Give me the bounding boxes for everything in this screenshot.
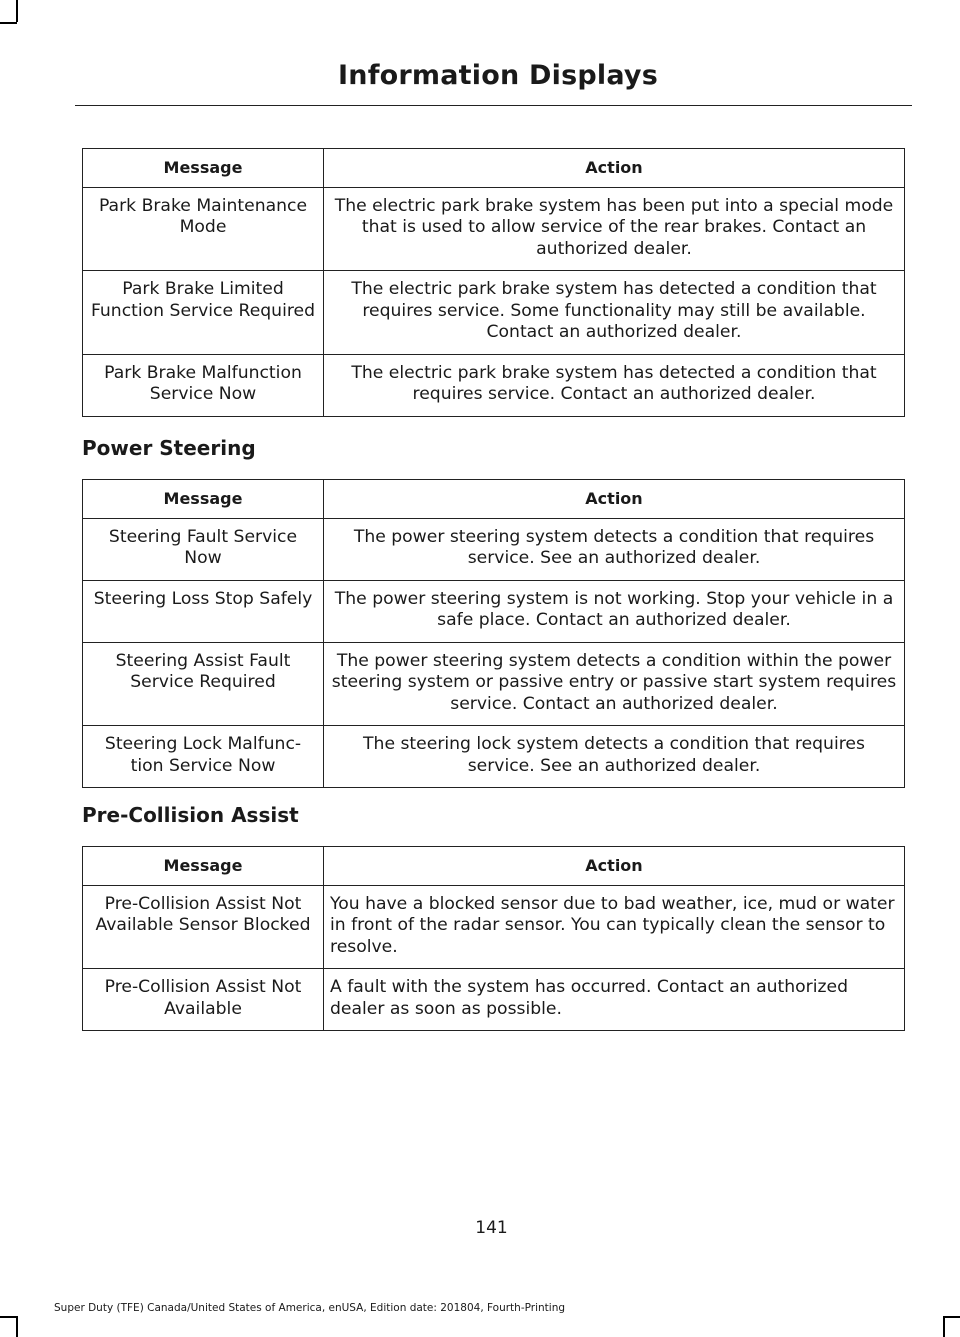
- message-cell: Pre-Collision Assist Not Available: [83, 969, 324, 1031]
- column-header-message: Message: [83, 480, 324, 519]
- title-divider: [75, 105, 912, 106]
- column-header-message: Message: [83, 847, 324, 886]
- table-row: [83, 580, 905, 642]
- pre-collision-message-table: [82, 846, 905, 1031]
- message-cell: Park Brake Maintenance Mode: [83, 187, 324, 271]
- section-heading-pre-collision-assist: Pre-Collision Assist: [82, 803, 299, 827]
- crop-mark: [16, 1316, 18, 1337]
- message-cell: Steering Assist Fault Service Required: [83, 642, 324, 726]
- table-row: [83, 726, 905, 788]
- action-cell: The electric park brake system has detected a condition that requires service. Contact an authorized dealer.: [324, 354, 905, 416]
- action-cell: The power steering system detects a condition within the power steering system or passive entry or passive start system requires service. Contact an authorized dealer.: [324, 642, 905, 726]
- crop-mark: [16, 0, 18, 22]
- action-cell: The power steering system is not working. Stop your vehicle in a safe place. Contact an authorized dealer.: [324, 580, 905, 642]
- table-row: [83, 354, 905, 416]
- column-header-action: Action: [324, 149, 905, 188]
- table-row: [83, 885, 905, 969]
- column-header-action: Action: [324, 847, 905, 886]
- table-row: [83, 518, 905, 580]
- column-header-action: Action: [324, 480, 905, 519]
- action-cell: The electric park brake system has been put into a special mode that is used to allow service of the rear brakes. Contact an authorized dealer.: [324, 187, 905, 271]
- edition-footer: Super Duty (TFE) Canada/United States of America, enUSA, Edition date: 201804, Fourth-Printing: [54, 1302, 566, 1314]
- table-row: [83, 642, 905, 726]
- power-steering-message-table: [82, 479, 905, 788]
- crop-mark: [943, 1316, 945, 1337]
- table-row: [83, 969, 905, 1031]
- action-cell: You have a blocked sensor due to bad weather, ice, mud or water in front of the radar sensor. You can typically clean the sensor to resolve.: [324, 885, 905, 969]
- action-cell: The electric park brake system has detected a condition that requires service. Some functionality may still be available. Contact an authorized dealer.: [324, 271, 905, 355]
- table-header-row: [83, 847, 905, 886]
- table-row: [83, 271, 905, 355]
- table-header-row: [83, 149, 905, 188]
- message-cell: Pre-Collision Assist Not Available Sensor Blocked: [83, 885, 324, 969]
- action-cell: The steering lock system detects a condition that requires service. See an authorized dealer.: [324, 726, 905, 788]
- page-number: 141: [475, 1218, 508, 1238]
- message-cell: Steering Fault Service Now: [83, 518, 324, 580]
- column-header-message: Message: [83, 149, 324, 188]
- table-header-row: [83, 480, 905, 519]
- message-cell: Steering Lock Malfunc-tion Service Now: [83, 726, 324, 788]
- message-cell: Park Brake Limited Function Service Required: [83, 271, 324, 355]
- message-cell: Park Brake Malfunction Service Now: [83, 354, 324, 416]
- crop-mark: [0, 1316, 17, 1318]
- table-row: [83, 187, 905, 271]
- crop-mark: [0, 22, 17, 24]
- action-cell: The power steering system detects a condition that requires service. See an authorized dealer.: [324, 518, 905, 580]
- park-brake-message-table: [82, 148, 905, 417]
- section-heading-power-steering: Power Steering: [82, 436, 256, 460]
- crop-mark: [943, 1316, 960, 1318]
- message-cell: Steering Loss Stop Safely: [83, 580, 324, 642]
- action-cell: A fault with the system has occurred. Contact an authorized dealer as soon as possible.: [324, 969, 905, 1031]
- page-title: Information Displays: [338, 60, 658, 91]
